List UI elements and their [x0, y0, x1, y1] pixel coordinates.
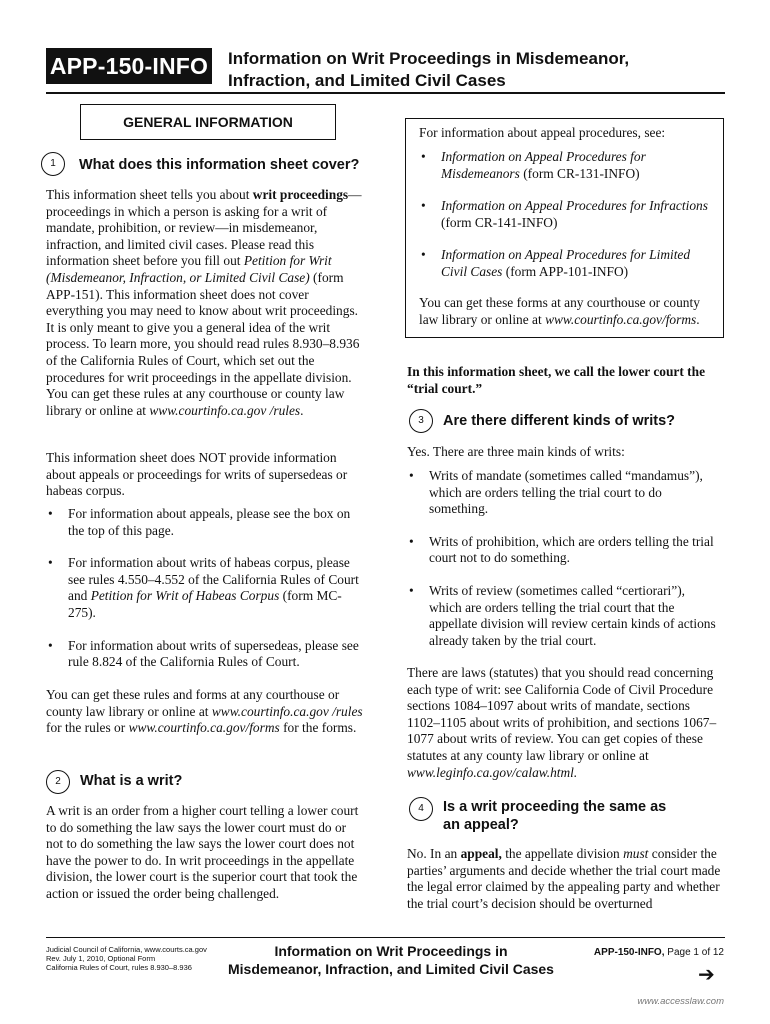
list-item: • For information about writs of supersedeas, please see rule 8.824 of the California Rules of Court.: [46, 638, 364, 671]
section-4-heading-line1: Is a writ proceeding the same as: [443, 799, 667, 815]
text-run: for the forms.: [279, 720, 357, 736]
forms-link[interactable]: www.courtinfo.ca.gov/forms: [128, 720, 280, 736]
info-box-intro: For information about appeal procedures, see:: [419, 125, 666, 140]
text-run: (form APP-151). This information sheet does not cover everything you may need to know about writ proceedings. It is only meant to give you a general idea of the writ process. To learn more, you should read rules 8.930–8.936 of the California Rules of Court, which set out the procedures for writ proceedings in the appellate division. You can get these rules at any courthouse or county law library or online at: [46, 269, 360, 418]
rules-link[interactable]: www.courtinfo.ca.gov /rules: [149, 402, 301, 418]
text-run: (form APP-101-INFO): [502, 263, 629, 279]
list-item: • For information about appeals, please see the box on the top of this page.: [46, 506, 364, 539]
text-run: —proceedings in which a person is asking for a writ of mandate, prohibition, or review—in misdemeanor, infraction, and limited civil cases. Please read this information sheet before you fill out: [46, 187, 362, 269]
watermark: www.accesslaw.com: [637, 996, 724, 1007]
rules-link[interactable]: www.courtinfo.ca.gov /rules: [211, 703, 363, 719]
footer-revision: Rev. July 1, 2010, Optional Form: [46, 954, 156, 963]
statutes-link[interactable]: www.leginfo.ca.gov/calaw.html.: [407, 764, 578, 780]
info-box-outro: [419, 295, 719, 328]
page-title-line2: Infraction, and Limited Civil Cases: [228, 71, 506, 90]
section-number-4: 4: [409, 797, 433, 821]
footer-form-id: APP-150-INFO,: [593, 947, 665, 958]
list-item: • Writs of prohibition, which are orders telling the trial court not to do something.: [407, 534, 717, 567]
section-1-paragraph-2: This information sheet does NOT provide information about appeals or proceedings for writs of supersedeas or habeas corpus.: [46, 450, 348, 499]
text-run: the appellate division: [501, 846, 624, 861]
form-title-habeas: Petition for Writ of Habeas Corpus: [90, 588, 280, 604]
section-3-bullet-list: [407, 468, 717, 649]
text-run: This information sheet tells you about: [46, 187, 253, 202]
text-run: .: [696, 311, 700, 327]
general-information-box: GENERAL INFORMATION: [80, 104, 336, 140]
footer-page-count: Page 1 of 12: [664, 947, 724, 958]
section-number-1: 1: [41, 152, 65, 176]
footer-title-line2: Misdemeanor, Infraction, and Limited Civil Cases: [228, 961, 554, 977]
section-4-heading: [443, 798, 666, 834]
form-title-petition: Petition for Writ (Misdemeanor, Infraction, or Limited Civil Case): [46, 253, 332, 285]
section-4-paragraph: [407, 846, 725, 912]
text-run: You can get these rules and forms at any courthouse or county law library or online at: [46, 687, 340, 719]
form-id-badge: APP-150-INFO: [46, 48, 212, 84]
text-run: (form CR-131-INFO): [519, 165, 640, 181]
page-title-line1: Information on Writ Proceedings in Misdemeanor,: [228, 49, 630, 68]
list-item: [419, 247, 709, 280]
text-run-bold: writ proceedings: [252, 187, 349, 202]
section-number-3: 3: [409, 409, 433, 433]
header-divider: [46, 92, 725, 94]
next-page-arrow-icon[interactable]: ➔: [698, 962, 715, 986]
page-title: [228, 48, 698, 92]
text-run: (form MC-275).: [68, 588, 342, 620]
section-number-2: 2: [46, 770, 70, 794]
form-title: Information on Appeal Procedures for Misdemeanors: [441, 149, 646, 181]
footer-title-line1: Information on Writ Proceedings in: [274, 943, 508, 959]
text-run: You can get these forms at any courthouse or county law library or online at: [419, 295, 700, 327]
list-item: [419, 149, 709, 182]
section-4-heading-line2: an appeal?: [443, 817, 519, 833]
section-1-bullet-list: [46, 506, 364, 671]
section-2-heading: What is a writ?: [80, 773, 183, 789]
text-run: consider the parties’ arguments and decide whether the trial court made the legal error claimed by the appealing party and whether the trial court’s decision should be overturned: [407, 846, 721, 911]
section-1-paragraph-3: [46, 687, 364, 737]
trial-court-note: In this information sheet, we call the lower court the “trial court.”: [407, 364, 706, 396]
text-run: No. In an: [407, 846, 461, 861]
section-3-heading: Are there different kinds of writs?: [443, 413, 676, 429]
form-title: Information on Appeal Procedures for Infractions: [441, 198, 708, 214]
list-item: • Writs of review (sometimes called “certiorari”), which are orders telling the trial court that the appellate division will review certain kinds of actions already taken by the trial court.: [407, 583, 717, 649]
footer-divider: [46, 937, 725, 938]
footer-publisher: Judicial Council of California, www.courts.ca.gov: [46, 945, 207, 954]
section-1-heading: What does this information sheet cover?: [79, 157, 360, 173]
forms-link[interactable]: www.courtinfo.ca.gov/forms: [545, 311, 697, 327]
form-title: Information on Appeal Procedures for Limited Civil Cases: [441, 247, 691, 279]
info-box-list: [419, 149, 709, 281]
list-item: • Writs of mandate (sometimes called “mandamus”), which are orders telling the trial court to do something.: [407, 468, 717, 518]
text-run-italic: must: [623, 846, 649, 861]
text-run: (form CR-141-INFO): [441, 214, 558, 230]
section-3-intro: Yes. There are three main kinds of writs:: [407, 444, 625, 459]
page-number: [588, 947, 724, 958]
section-2-paragraph-1: A writ is an order from a higher court telling a lower court to do something the law says the lower court must do or not to do something the law says the lower court does not have the power to do. In writ proceedings in the appellate division, the lower court is the superior court that took the action or issued the order being challenged.: [46, 803, 359, 901]
text-run: for the rules or: [46, 720, 129, 736]
text-run: For information about writs of habeas corpus, please see rules 4.550–4.552 of the California Rules of Court and: [68, 555, 359, 604]
text-run-bold: appeal,: [460, 846, 502, 861]
list-item: [46, 555, 364, 621]
section-3-paragraph-2: [407, 665, 725, 781]
appeal-procedures-box: [405, 118, 724, 338]
list-item: [419, 198, 709, 231]
footer-rules-ref: California Rules of Court, rules 8.930–8.936: [46, 963, 192, 972]
text-run: There are laws (statutes) that you should read concerning each type of writ: see California Code of Civil Procedure sections 1084–1097 about writs of mandate, sections 1102–1105 about writs of prohibition, and sections 1067–1077 about writs of review. You can get copies of these statutes at any county law library or online at: [407, 665, 717, 763]
text-run: .: [300, 402, 304, 418]
footer-title: [206, 942, 576, 978]
section-1-paragraph-1: [46, 187, 364, 419]
